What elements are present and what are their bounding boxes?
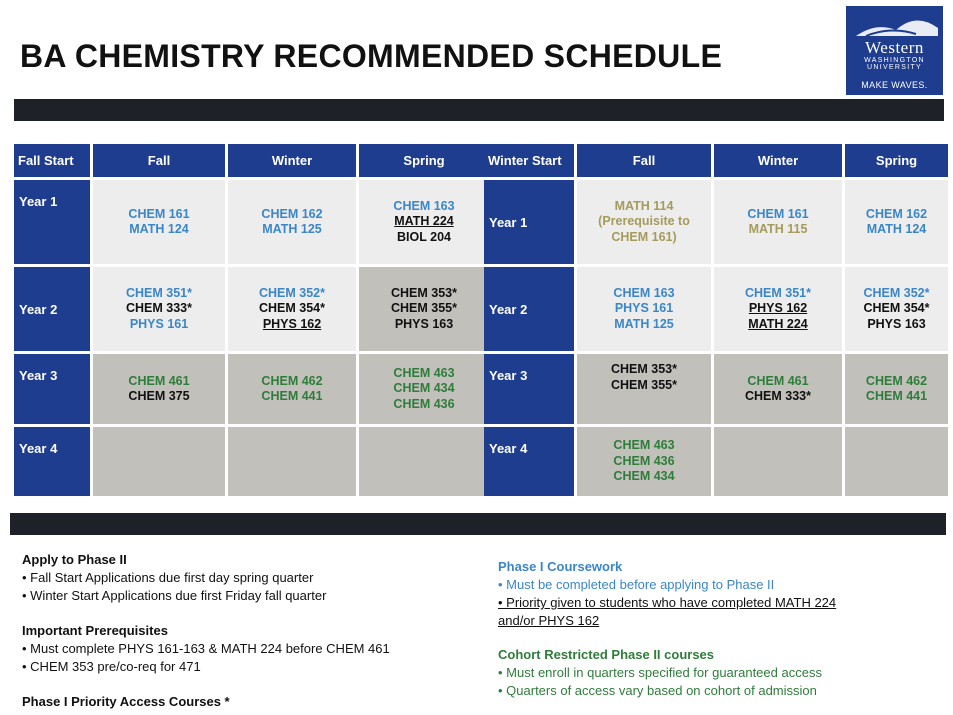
course-code: MATH 114 — [614, 198, 674, 213]
year-label: Year 2 — [484, 267, 574, 351]
course-code: CHEM 163 — [393, 198, 455, 213]
winter-header: Winter — [714, 144, 842, 177]
course-cell — [714, 180, 842, 264]
course-code: CHEM 162 — [261, 206, 323, 221]
apply-heading: Apply to Phase II — [22, 552, 127, 567]
course-cell — [93, 180, 225, 264]
course-cell — [577, 267, 711, 351]
year-label: Year 3 — [484, 354, 574, 424]
course-cell — [577, 354, 711, 424]
course-cell — [359, 267, 489, 351]
course-code: CHEM 354* — [259, 301, 325, 316]
bottom-divider-bar — [10, 513, 946, 535]
year-label: Year 4 — [14, 427, 90, 496]
note-line: • Must be completed before applying to Phase II — [498, 577, 775, 592]
course-code: CHEM 461 — [128, 373, 190, 388]
logo-tagline: MAKE WAVES. — [861, 80, 928, 90]
course-code: CHEM 351* — [745, 285, 811, 300]
year-label: Year 1 — [484, 180, 574, 264]
note-line: • Fall Start Applications due first day spring quarter — [22, 570, 314, 585]
course-code: MATH 224 — [394, 214, 454, 229]
course-code: CHEM 161) — [611, 229, 677, 244]
university-logo — [846, 6, 943, 95]
course-cell — [228, 354, 356, 424]
course-code: PHYS 161 — [614, 301, 674, 316]
page-title: BA CHEMISTRY RECOMMENDED SCHEDULE — [20, 38, 723, 74]
course-cell — [228, 427, 356, 496]
course-cell — [714, 267, 842, 351]
logo-subtitle: WASHINGTON UNIVERSITY — [864, 57, 925, 71]
course-code: CHEM 375 — [128, 389, 190, 403]
notes-right — [498, 558, 938, 700]
course-cell — [228, 180, 356, 264]
course-code: CHEM 355* — [611, 377, 677, 392]
course-code: CHEM 333* — [126, 301, 192, 316]
course-code: CHEM 434 — [393, 381, 455, 396]
course-code: PHYS 163 — [867, 316, 926, 331]
course-code: MATH 125 — [614, 316, 674, 331]
course-code: CHEM 352* — [259, 285, 325, 300]
course-code: PHYS 163 — [394, 316, 454, 331]
course-code: CHEM 462 — [261, 373, 323, 388]
course-code: CHEM 352* — [863, 285, 930, 300]
course-code: CHEM 461 — [747, 373, 809, 388]
course-cell — [93, 267, 225, 351]
course-code: PHYS 162 — [748, 301, 808, 316]
course-code: CHEM 441 — [865, 389, 928, 403]
course-code: CHEM 463 — [393, 365, 455, 380]
fall-header: Fall — [577, 144, 711, 177]
logo-wordmark: Western — [865, 38, 924, 57]
winter-header: Winter — [228, 144, 356, 177]
course-code: CHEM 353* — [391, 285, 457, 300]
course-cell — [714, 427, 842, 496]
course-cell — [359, 354, 489, 424]
course-code: CHEM 161 — [747, 206, 809, 221]
course-code: PHYS 162 — [262, 316, 322, 331]
course-cell — [714, 354, 842, 424]
course-cell — [359, 427, 489, 496]
course-code: CHEM 463 — [613, 438, 675, 453]
year-label: Year 3 — [14, 354, 90, 424]
course-code: CHEM 161 — [128, 206, 190, 221]
winter-start-header: Winter Start — [484, 144, 574, 177]
course-cell — [228, 267, 356, 351]
priority-heading: Phase I Priority Access Courses * — [22, 694, 230, 709]
course-code: CHEM 434 — [613, 469, 675, 484]
course-cell — [845, 267, 948, 351]
cohort-heading: Cohort Restricted Phase II courses — [498, 647, 715, 662]
top-divider-bar — [14, 99, 944, 121]
course-code: CHEM 162 — [865, 206, 928, 221]
course-code: CHEM 351* — [126, 285, 192, 300]
note-line: • Priority given to students who have completed MATH 224 — [498, 595, 837, 610]
course-code: CHEM 462 — [865, 373, 928, 388]
course-cell — [577, 180, 711, 264]
spring-header: Spring — [359, 144, 489, 177]
course-cell — [93, 354, 225, 424]
note-line: and/or PHYS 162 — [498, 613, 600, 628]
course-code: MATH 124 — [866, 222, 927, 236]
note-line: • Quarters of access vary based on cohort of admission — [498, 683, 817, 698]
note-line: • Winter Start Applications due first Friday fall quarter — [22, 588, 327, 603]
notes-left — [22, 551, 472, 711]
spring-header: Spring — [845, 144, 948, 177]
note-line: • CHEM 353 pre/co-req for 471 — [22, 659, 201, 674]
fall-header: Fall — [93, 144, 225, 177]
course-code: CHEM 163 — [613, 285, 675, 300]
phase1-heading: Phase I Coursework — [498, 559, 623, 574]
course-code: MATH 124 — [129, 222, 189, 236]
course-code: CHEM 354* — [863, 301, 930, 316]
course-code: CHEM 436 — [613, 453, 675, 468]
course-code: (Prerequisite to — [598, 214, 690, 229]
course-cell — [845, 180, 948, 264]
course-code: CHEM 436 — [393, 396, 455, 411]
course-cell — [359, 180, 489, 264]
course-code: MATH 224 — [748, 316, 808, 331]
course-code: CHEM 353* — [611, 362, 677, 376]
course-code: BIOL 204 — [397, 229, 451, 244]
year-label: Year 2 — [14, 267, 90, 351]
course-code: MATH 115 — [748, 222, 808, 236]
winter-start-schedule — [481, 141, 951, 499]
note-line: • Must enroll in quarters specified for guaranteed access — [498, 665, 822, 680]
course-cell — [845, 427, 948, 496]
course-code: CHEM 333* — [745, 389, 811, 403]
course-cell — [845, 354, 948, 424]
year-label: Year 1 — [14, 180, 90, 264]
course-code: MATH 125 — [262, 222, 322, 236]
year-label: Year 4 — [484, 427, 574, 496]
note-line: • Must complete PHYS 161-163 & MATH 224 before CHEM 461 — [22, 641, 390, 656]
fall-start-schedule — [11, 141, 492, 499]
course-code: CHEM 355* — [391, 301, 457, 316]
course-code: CHEM 441 — [261, 389, 323, 403]
fall-start-header: Fall Start — [14, 144, 90, 177]
prereq-heading: Important Prerequisites — [22, 623, 168, 638]
course-code: PHYS 161 — [129, 316, 189, 331]
course-cell — [93, 427, 225, 496]
course-cell — [577, 427, 711, 496]
